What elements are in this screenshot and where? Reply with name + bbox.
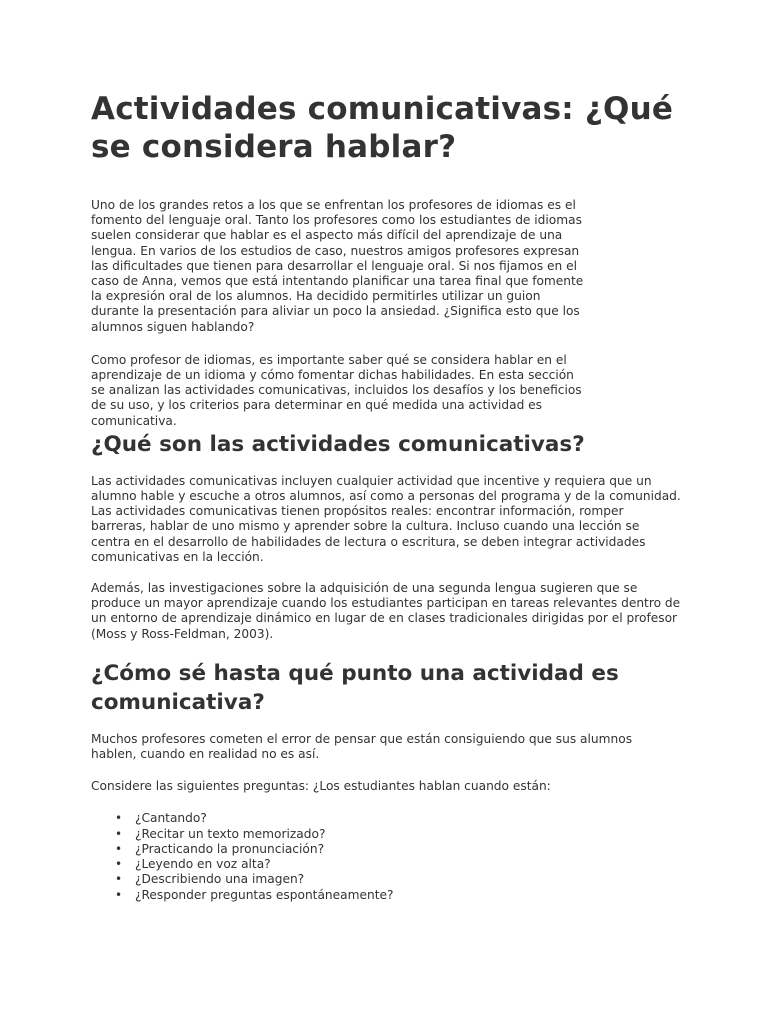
list-item — [115, 857, 681, 872]
section-1-paragraph-1: Las actividades comunicativas incluyen cualquier actividad que incentive y requiera que un alumno hable y escuche a otros alumnos, así como a personas del programa y de la comunidad. Las actividades comunicativas tienen propósitos reales: encontrar información, romper barreras, hablar de uno mismo y aprender sobre la cultura. Incluso cuando una lección se centra en el desarrollo de habilidades de lectura o escritura, se deben integrar actividades comunicativas en la lección. — [91, 473, 681, 564]
bullet-icon: • — [115, 826, 123, 841]
question-list — [91, 811, 681, 902]
list-item — [115, 826, 681, 842]
list-item — [115, 841, 681, 857]
document-page — [91, 90, 681, 903]
list-item-text: ¿Describiendo una imagen? — [135, 872, 305, 887]
bullet-icon: • — [115, 872, 123, 887]
intro-paragraph-1: Uno de los grandes retos a los que se enfrentan los profesores de idiomas es el fomento del lenguaje oral. Tanto los profesores como los estudiantes de idiomas suelen considerar que hablar es el aspecto más difícil del aprendizaje de una lengua. En varios de los estudios de caso, nuestros amigos profesores expresan las dificultades que tienen para desarrollar el lenguaje oral. Si nos fijamos en el caso de Anna, vemos que está intentando planificar una tarea final que fomente la expresión oral de los alumnos. Ha decidido permitirles utilizar un guion durante la presentación para aliviar un poco la ansiedad. ¿Significa esto que los alumnos siguen hablando? — [91, 198, 584, 334]
intro-paragraph-2: Como profesor de idiomas, es importante saber qué se considera hablar en el aprendizaje de un idioma y cómo fomentar dichas habilidades. En esta sección se analizan las actividades comunicativas, incluidos los desafíos y los beneficios de su uso, y los criterios para determinar en qué medida una actividad es comunicativa. — [91, 352, 582, 428]
list-item — [115, 887, 681, 903]
bullet-icon: • — [115, 887, 123, 902]
list-item-text: ¿Leyendo en voz alta? — [135, 857, 271, 872]
section-2-heading: ¿Cómo sé hasta qué punto una actividad es comunicativa? — [91, 660, 619, 715]
list-item — [115, 811, 681, 826]
list-item-text: ¿Practicando la pronunciación? — [135, 841, 325, 856]
list-item — [115, 872, 681, 887]
list-item-text: ¿Recitar un texto memorizado? — [135, 826, 326, 841]
section-2-paragraph-1: Muchos profesores cometen el error de pensar que están consiguiendo que sus alumnos hablen, cuando en realidad no es así. — [91, 731, 633, 762]
section-2-paragraph-2: Considere las siguientes preguntas: ¿Los estudiantes hablan cuando están: — [91, 779, 551, 794]
section-1-heading: ¿Qué son las actividades comunicativas? — [91, 431, 585, 457]
section-1-paragraph-2: Además, las investigaciones sobre la adquisición de una segunda lengua sugieren que se produce un mayor aprendizaje cuando los estudiantes participan en tareas relevantes dentro de un entorno de aprendizaje dinámico en lugar de en clases tradicionales dirigidas por el profesor (Moss y Ross-Feldman, 2003). — [91, 581, 681, 641]
bullet-icon: • — [115, 857, 123, 872]
list-item-text: ¿Cantando? — [135, 811, 207, 826]
bullet-icon: • — [115, 841, 123, 856]
list-item-text: ¿Responder preguntas espontáneamente? — [135, 887, 394, 902]
page-title: Actividades comunicativas: ¿Qué se considera hablar? — [91, 91, 674, 165]
bullet-icon: • — [115, 811, 123, 826]
